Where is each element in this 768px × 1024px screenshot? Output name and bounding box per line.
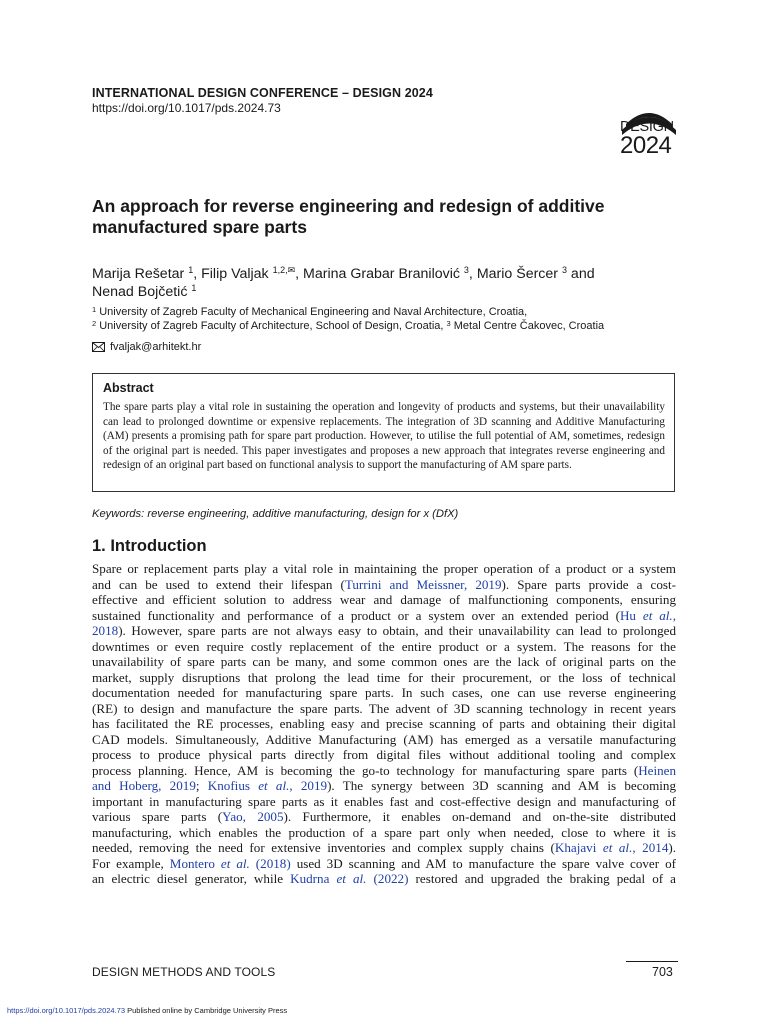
citation-link[interactable]: , 2014 bbox=[632, 840, 669, 855]
citation-link[interactable]: 2018 bbox=[92, 623, 119, 638]
citation-link[interactable]: (2022) bbox=[366, 871, 409, 886]
citation-link[interactable]: , 2019 bbox=[289, 778, 328, 793]
body-text: and can be used to extend their lifespan ( bbox=[92, 576, 345, 592]
body-text-line bbox=[92, 561, 676, 577]
body-text: (RE) to design and manufacture the spare parts. The advent of 3D scanning technology in recent years bbox=[92, 700, 676, 716]
body-text: ; bbox=[195, 778, 208, 793]
body-text-line bbox=[92, 608, 676, 624]
body-text: used 3D scanning and AM to manufacture the spare valve cover of bbox=[290, 855, 676, 871]
citation-link[interactable]: et al. bbox=[336, 871, 367, 886]
doi-link[interactable]: https://doi.org/10.1017/pds.2024.73 bbox=[92, 101, 281, 115]
author-affiliation-marker: 3 bbox=[561, 265, 567, 275]
affiliation-marker: 2 bbox=[92, 319, 97, 328]
body-text: Spare or replacement parts play a vital role in maintaining the proper operation of a product or a system bbox=[92, 561, 676, 576]
author-affiliation-marker: 1 bbox=[188, 265, 194, 275]
footer-rule bbox=[626, 961, 678, 962]
footer-publication bbox=[7, 1006, 287, 1015]
body-text-line bbox=[92, 592, 676, 608]
affiliation-text: Metal Centre Čakovec, Croatia bbox=[453, 320, 605, 332]
body-text: process planning. Hence, AM is becoming the go-to technology for manufacturing spare parts ( bbox=[92, 762, 639, 778]
body-text-line bbox=[92, 794, 676, 810]
body-text-line bbox=[92, 670, 676, 686]
page-number: 703 bbox=[652, 965, 673, 979]
author-name: Marija Rešetar bbox=[92, 266, 189, 282]
body-text: ). The synergy between 3D scanning and AM is becoming bbox=[327, 778, 676, 793]
author-name: Mario Šercer bbox=[476, 266, 562, 282]
author-separator: , bbox=[468, 266, 477, 282]
citation-link[interactable]: Hu bbox=[619, 607, 643, 623]
citation-link[interactable]: Knofius bbox=[207, 778, 259, 793]
abstract-heading: Abstract bbox=[103, 381, 154, 395]
body-text-line bbox=[92, 716, 676, 732]
citation-link[interactable]: Heinen bbox=[638, 762, 676, 778]
citation-link[interactable]: et al. bbox=[220, 855, 250, 871]
keywords bbox=[92, 508, 458, 520]
citation-link[interactable]: Yao, 2005 bbox=[222, 809, 284, 824]
body-text: effective and efficient solution to address wear and damage of malfunctioning components, ensuring bbox=[92, 592, 676, 607]
citation-link[interactable]: et al. bbox=[258, 778, 290, 793]
author-separator: and bbox=[566, 266, 595, 282]
author-affiliation-marker: 1 bbox=[191, 282, 197, 293]
body-text: has facilitated the RE processes, enabling easy and precise scanning of parts and obtaining their digital bbox=[92, 716, 676, 731]
body-text: documentation needed for manufacturing spare parts. In such cases, one can use reverse engineering bbox=[92, 685, 676, 700]
section-heading: 1. Introduction bbox=[92, 537, 207, 555]
body-text: ). However, spare parts are not always easy to obtain, and their unavailability can lead to prolonged bbox=[118, 623, 676, 638]
body-text: downtimes or even require costly replacement of the entire product or a system. The reasons for the bbox=[92, 638, 676, 654]
logo-word: DESIGN bbox=[620, 119, 674, 135]
body-text: manufacturing, which enables the production of a spare part only when needed, close to where it is bbox=[92, 824, 676, 840]
author-name: Marina Grabar Branilović bbox=[303, 266, 464, 282]
author-name: Filip Valjak bbox=[201, 266, 273, 282]
affiliation-marker: 3 bbox=[446, 319, 451, 328]
citation-link[interactable]: Khajavi bbox=[554, 840, 603, 855]
body-text-line bbox=[92, 840, 676, 856]
body-text-line bbox=[92, 778, 676, 794]
citation-link[interactable]: et al. bbox=[642, 607, 673, 623]
abstract-text: The spare parts play a vital role in sustaining the operation and longevity of products and systems, but their unavailability can lead to prolonged downtime or expensive replacements. The integration of 3D scanning and Additive Manufacturing (AM) presents a promising path for spare part production. However, to utilise the full potential of AM, sometimes, redesign of the original part is needed. This paper investigates and proposes a new approach that integrates reverse engineering and redesign of an original part based on functional analysis to support the manufacturing of AM spare parts. bbox=[103, 401, 665, 472]
affiliation-1 bbox=[92, 306, 527, 318]
email-address[interactable]: fvaljak@arhitekt.hr bbox=[110, 341, 202, 353]
body-text: ). Spare parts provide a cost- bbox=[501, 576, 676, 592]
body-text: process to produce physical parts directly from digital files without additional tooling and complex bbox=[92, 747, 676, 762]
affiliation-2 bbox=[92, 320, 604, 332]
author-name: Nenad Bojčetić bbox=[92, 283, 192, 300]
logo-year: 2024 bbox=[620, 132, 672, 159]
citation-link[interactable]: Kudrna bbox=[290, 871, 337, 886]
body-text: ). bbox=[668, 840, 677, 855]
body-text-line bbox=[92, 763, 676, 779]
author-affiliation-marker: 3 bbox=[463, 265, 469, 275]
keywords-label: Keywords: bbox=[92, 508, 145, 520]
affiliation-text: University of Zagreb Faculty of Mechanical Engineering and Naval Architecture, Croatia, bbox=[99, 306, 528, 318]
author-list bbox=[92, 266, 692, 301]
body-text: needed, removing the need for extensive inventories and complex supply chains ( bbox=[92, 840, 555, 855]
envelope-icon bbox=[92, 342, 105, 352]
body-text-line bbox=[92, 654, 676, 670]
footer-section: DESIGN METHODS AND TOOLS bbox=[92, 965, 276, 979]
body-text: an electric diesel generator, while bbox=[92, 871, 291, 886]
author-separator: , bbox=[295, 266, 304, 282]
body-text: For example, bbox=[92, 855, 170, 871]
author-separator: , bbox=[193, 266, 202, 282]
body-text-line bbox=[92, 871, 676, 887]
body-text-line bbox=[92, 577, 676, 593]
corresponding-email bbox=[92, 341, 201, 353]
body-text-line bbox=[92, 825, 676, 841]
body-text: restored and upgraded the braking pedal of a bbox=[408, 871, 676, 886]
conference-name: INTERNATIONAL DESIGN CONFERENCE – DESIGN 2024 bbox=[92, 86, 433, 100]
body-text-line bbox=[92, 747, 676, 763]
body-text: various spare parts ( bbox=[92, 809, 223, 824]
citation-link[interactable]: Turrini and Meissner, 2019 bbox=[344, 576, 502, 592]
body-text-line bbox=[92, 701, 676, 717]
body-text: CAD models. Simultaneously, Additive Manufacturing (AM) has emerged as a versatile manufacturing bbox=[92, 731, 676, 747]
citation-link[interactable]: and Hoberg, 2019 bbox=[92, 778, 196, 793]
body-text-line bbox=[92, 732, 676, 748]
citation-link[interactable]: et al. bbox=[602, 840, 633, 855]
body-text: market, supply disruptions that prolong the lead time for their procurement, or the loss of technical bbox=[92, 669, 676, 685]
body-text: sustained functionality and performance of a product or a system over an extended period ( bbox=[92, 607, 620, 623]
body-text: unavailability of spare parts can be many, and some common ones are the lack of original parts on the bbox=[92, 654, 676, 669]
body-text-line bbox=[92, 856, 676, 872]
keywords-text: reverse engineering, additive manufacturing, design for x (DfX) bbox=[147, 508, 459, 520]
citation-link[interactable]: Montero bbox=[169, 855, 221, 871]
author-affiliation-marker: 1,2,✉ bbox=[272, 265, 296, 275]
citation-link[interactable]: (2018) bbox=[249, 855, 291, 871]
affiliation-marker: 1 bbox=[92, 305, 97, 314]
body-text-line bbox=[92, 623, 676, 639]
citation-link[interactable]: , bbox=[672, 607, 676, 623]
body-text: ). Furthermore, it enables on-demand and on-the-site distributed bbox=[283, 809, 676, 824]
paper-title: An approach for reverse engineering and redesign of additive manufactured spare parts bbox=[92, 196, 605, 237]
body-text-line bbox=[92, 809, 676, 825]
body-text-line bbox=[92, 639, 676, 655]
footer-published: Published online by Cambridge University Press bbox=[127, 1006, 288, 1015]
body-text-line bbox=[92, 685, 676, 701]
body-text: important in manufacturing spare parts as it enables fast and cost-effective design and manufacturing of bbox=[92, 793, 676, 809]
affiliation-text: University of Zagreb Faculty of Architecture, School of Design, Croatia, bbox=[99, 320, 444, 332]
footer-doi-link[interactable]: https://doi.org/10.1017/pds.2024.73 bbox=[7, 1006, 126, 1015]
